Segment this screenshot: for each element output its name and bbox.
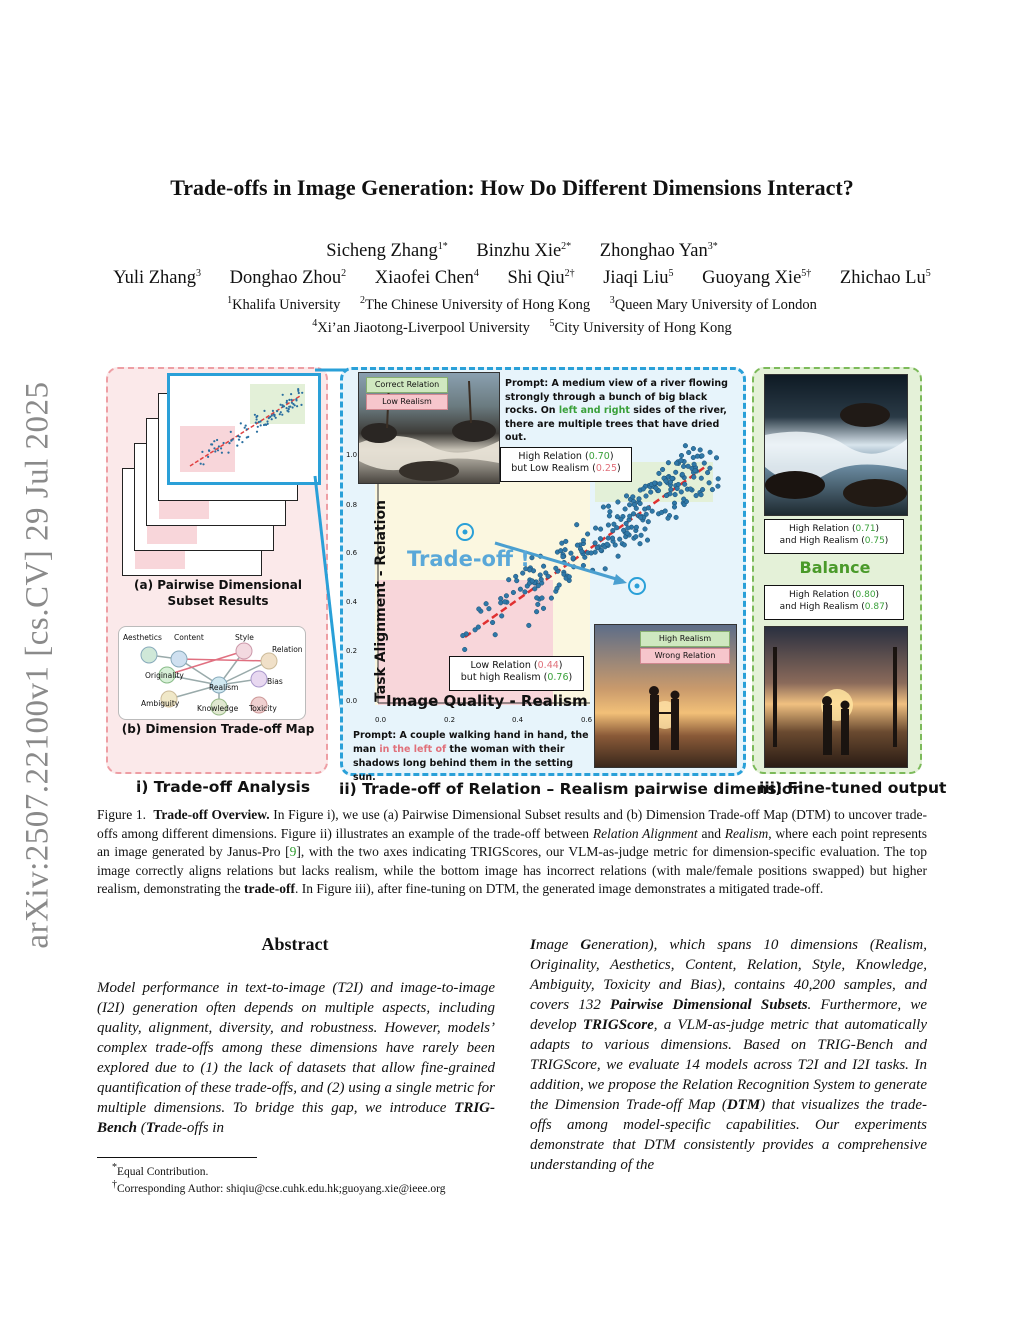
prompt-top: Prompt: A medium view of a river flowing strongly through a bunch of big black rocks. On left and right sides of the river, there are multiple trees that have dried out.	[505, 378, 728, 443]
scatter-point	[606, 523, 611, 528]
mini-scatter-point	[271, 418, 273, 420]
dtm-card	[118, 626, 306, 720]
scatter-point	[708, 450, 713, 455]
scatter-point	[541, 564, 546, 569]
scatter-point	[527, 623, 532, 628]
footnote-corresponding: †Corresponding Author: shiqiu@cse.cuhk.edu.hk;guoyang.xie@ieee.org	[112, 1179, 446, 1195]
arxiv-identifier: arXiv:2507.22100v1 [cs.CV] 29 Jul 2025	[19, 381, 56, 949]
scatter-point	[499, 614, 504, 619]
mini-scatter	[170, 376, 318, 482]
scatter-point	[664, 479, 669, 484]
scatter-point	[681, 497, 686, 502]
scatter-point	[484, 601, 489, 606]
scatter-point	[679, 458, 684, 463]
scatter-point	[554, 566, 559, 571]
author: Guoyang Xie$^{5\dagger}$	[702, 268, 812, 289]
scatter-point	[595, 545, 600, 550]
mini-scatter-point	[220, 447, 222, 449]
mini-scatter-point	[289, 406, 291, 408]
figure-caption: Figure 1. Trade-off Overview. In Figure i), we use (a) Pairwise Dimensional Subset results and (b) Dimension Trade-off Map (DTM) to uncover trade-offs among different dimensions. Figure ii) illustrates an example of the trade-off between Relation Alignment and Realism, where each point represents an image generated by Janus-Pro [9], with the two axes indicating TRIGScores, our VLM-as-judge metric for dimension-specific evaluation. The top image correctly aligns relations but lacks realism, while the bottom image has incorrect relations (with male/female positions swapped) but higher realism, demonstrating the trade-off. In Figure iii), after fine-tuning on DTM, the generated image demonstrates a mitigated trade-off.	[97, 807, 928, 897]
scatter-point	[607, 514, 612, 519]
mini-scatter-point	[276, 410, 278, 412]
mini-scatter-point	[230, 431, 232, 433]
mini-scatter-point	[213, 447, 215, 449]
x-axis-label: Image Quality - Realism	[386, 692, 588, 710]
dtm-node-label: Toxicity	[249, 704, 277, 713]
scatter-point	[598, 527, 603, 532]
mini-scatter-point	[286, 402, 288, 404]
mini-scatter-point	[256, 415, 258, 417]
author: Donghao Zhou$^2$	[229, 268, 347, 289]
affiliation: $^5$City University of Hong Kong	[549, 318, 732, 336]
mini-scatter-point	[210, 443, 212, 445]
callout-bottom: Low Relation (0.44) but high Realism (0.76)	[449, 656, 584, 691]
scatter-point	[639, 533, 644, 538]
scatter-point	[638, 515, 643, 520]
tradeoff-label: Trade-off !	[407, 547, 530, 571]
scatter-point	[536, 602, 541, 607]
scatter-point	[601, 505, 606, 510]
scatter-point	[702, 461, 707, 466]
x-tick: 0.2	[444, 716, 456, 724]
scatter-point	[643, 527, 648, 532]
mini-scatter-point	[200, 463, 202, 465]
scatter-point	[624, 494, 629, 499]
scatter-point	[504, 594, 509, 599]
mini-scatter-point	[280, 411, 282, 413]
mini-scatter-point	[207, 456, 209, 458]
scatter-point	[627, 503, 632, 508]
y-tick: 1.0	[346, 451, 358, 459]
scatter-point	[603, 567, 608, 572]
scatter-point	[520, 571, 525, 576]
tag-low-realism: Low Realism	[366, 394, 448, 410]
scatter-point	[546, 574, 551, 579]
scatter-point	[540, 596, 545, 601]
scatter-point	[637, 497, 642, 502]
scatter-point	[645, 538, 650, 543]
author: Zhichao Lu$^5$	[839, 268, 931, 289]
scatter-point	[611, 528, 616, 533]
scatter-point	[561, 554, 566, 559]
author: Sicheng Zhang$^{1*}$	[326, 241, 448, 262]
mini-scatter-point	[246, 428, 248, 430]
scatter-point	[487, 606, 492, 611]
dtm-node-label: Originality	[145, 671, 184, 680]
mini-scatter-point	[213, 440, 215, 442]
scatter-point	[699, 476, 704, 481]
scatter-point	[605, 542, 610, 547]
couple-fine-tuned-illustration	[765, 627, 907, 767]
scatter-point	[589, 551, 594, 556]
mini-scatter-point	[259, 420, 261, 422]
scatter-point	[606, 504, 611, 509]
abstract-left-column: Model performance in text-to-image (T2I) and image-to-image (I2I) generation often depends on multiple aspects, including quality, alignment, diversity, and robustness. However, models’ complex trade-offs among these dimensions have rarely been explored due to (1) the lack of datasets that allow fine-grained quantification of these trade-offs, and (2) using a single metric for multiple dimensions. To bridge this gap, we introduce TRIG-Bench (Trade-offs in	[97, 980, 495, 1136]
mini-scatter-point	[279, 413, 281, 415]
scatter-point	[700, 487, 705, 492]
scatter-point	[670, 476, 675, 481]
scatter-point	[612, 522, 617, 527]
scatter-point	[613, 543, 618, 548]
mini-scatter-point	[265, 424, 267, 426]
scatter-point	[682, 482, 687, 487]
scatter-point	[555, 586, 560, 591]
mini-scatter-point	[218, 445, 220, 447]
author: Yuli Zhang$^3$	[113, 268, 202, 289]
scatter-point	[680, 472, 685, 477]
scatter-point	[621, 528, 626, 533]
mini-scatter-point	[245, 425, 247, 427]
scatter-point	[490, 620, 495, 625]
scatter-point	[624, 521, 629, 526]
mini-scatter-point	[281, 414, 283, 416]
scatter-point	[716, 484, 721, 489]
scatter-point	[710, 487, 715, 492]
scatter-point	[534, 596, 539, 601]
mini-scatter-point	[208, 450, 210, 452]
couple-fine-tuned-image	[764, 626, 908, 768]
panel-ii-title: ii) Trade-off of Relation – Realism pairwise dimension	[339, 780, 804, 798]
mini-scatter-point	[239, 436, 241, 438]
scatter-point	[691, 446, 696, 451]
mini-scatter-point	[214, 450, 216, 452]
mini-scatter-point	[286, 407, 288, 409]
scatter-point	[498, 601, 503, 606]
scatter-point	[538, 573, 543, 578]
scatter-point	[674, 461, 679, 466]
mini-scatter-point	[282, 394, 284, 396]
scatter-point	[581, 563, 586, 568]
panel-iii-title: iii) Fine-tuned output	[759, 779, 947, 797]
scatter-point	[679, 453, 684, 458]
mini-scatter-point	[256, 431, 258, 433]
scatter-point	[698, 448, 703, 453]
tag-high-realism: High Realism	[640, 631, 730, 647]
scatter-point	[626, 526, 631, 531]
mini-scatter-point	[273, 413, 275, 415]
scatter-point	[688, 487, 693, 492]
scatter-point	[692, 475, 697, 480]
tag-correct-relation: Correct Relation	[366, 377, 448, 393]
scatter-point	[580, 549, 585, 554]
mini-scatter-point	[232, 438, 234, 440]
scatter-point	[514, 578, 519, 583]
subset-results-label: (a) Pairwise Dimensional Subset Results	[133, 578, 303, 608]
scatter-point	[536, 583, 541, 588]
scatter-point	[699, 492, 704, 497]
mini-scatter-point	[280, 404, 282, 406]
scatter-point	[539, 577, 544, 582]
scatter-point	[511, 590, 516, 595]
scatter-point	[616, 554, 621, 559]
scatter-point	[644, 494, 649, 499]
affiliation: $^2$The Chinese University of Hong Kong	[360, 295, 591, 313]
authors-row-1	[0, 241, 1024, 262]
mini-scatter-point	[238, 439, 240, 441]
author: Zhonghao Yan$^{3*}$	[599, 241, 718, 262]
scatter-point	[593, 541, 598, 546]
dtm-node-label: Ambiguity	[141, 699, 180, 708]
scatter-point	[571, 556, 576, 561]
scatter-point	[581, 538, 586, 543]
mini-scatter-point	[294, 404, 296, 406]
scatter-point	[700, 454, 705, 459]
scatter-point	[660, 467, 665, 472]
mini-scatter-point	[288, 399, 290, 401]
scatter-point	[705, 470, 710, 475]
scatter-point	[679, 490, 684, 495]
dtm-node-label: Knowledge	[197, 704, 239, 713]
scatter-point	[608, 509, 613, 514]
scatter-point	[666, 460, 671, 465]
mini-scatter-point	[236, 445, 238, 447]
scatter-point	[575, 543, 580, 548]
scatter-point	[652, 481, 657, 486]
mini-scatter-point	[256, 418, 258, 420]
waterfall-illustration	[765, 375, 907, 515]
footnote-rule	[97, 1157, 257, 1158]
citation-link[interactable]: 9	[289, 844, 297, 860]
scatter-point	[692, 462, 697, 467]
scatter-point	[534, 609, 539, 614]
scatter-point	[461, 633, 466, 638]
scatter-point	[708, 466, 713, 471]
scatter-point	[498, 596, 503, 601]
affiliation: $^1$Khalifa University	[227, 295, 341, 313]
scatter-point	[693, 468, 698, 473]
scatter-point	[549, 596, 554, 601]
mini-scatter-point	[260, 424, 262, 426]
mini-scatter-point	[254, 414, 256, 416]
author: Xiaofei Chen$^4$	[374, 268, 479, 289]
scatter-point	[518, 587, 523, 592]
mini-scatter-point	[228, 442, 230, 444]
author: Binzhu Xie$^{2*}$	[476, 241, 572, 262]
scatter-point	[663, 509, 668, 514]
mini-scatter-point	[291, 399, 293, 401]
paper-title: Trade-offs in Image Generation: How Do Different Dimensions Interact?	[170, 175, 854, 200]
scatter-point	[694, 493, 699, 498]
scatter-point	[714, 456, 719, 461]
affiliations-row-2	[0, 318, 1024, 337]
waterfall-image	[764, 374, 908, 516]
scatter-point	[673, 470, 678, 475]
author: Shi Qiu$^{2\dagger}$	[507, 268, 575, 289]
callout-top: High Relation (0.70) but Low Realism (0.25)	[500, 447, 632, 482]
y-tick: 0.2	[346, 647, 358, 655]
scatter-point	[619, 517, 624, 522]
y-tick: 0.8	[346, 501, 358, 509]
scatter-point	[610, 536, 615, 541]
mini-scatter-point	[296, 405, 298, 407]
tag-wrong-relation: Wrong Relation	[640, 648, 730, 664]
scatter-point	[530, 555, 535, 560]
mini-scatter-point	[275, 417, 277, 419]
scatter-point	[638, 541, 643, 546]
scatter-point	[462, 647, 467, 652]
scatter-point	[638, 501, 643, 506]
scatter-point	[632, 503, 637, 508]
scatter-point	[646, 506, 651, 511]
scatter-point	[585, 532, 590, 537]
scatter-point	[569, 551, 574, 556]
scatter-point	[513, 574, 518, 579]
author: Jiaqi Liu$^5$	[603, 268, 674, 289]
scatter-point	[686, 450, 691, 455]
mini-scatter-point	[266, 420, 268, 422]
scatter-point	[658, 482, 663, 487]
scatter-point	[707, 481, 712, 486]
dtm-node-label: Bias	[267, 677, 283, 686]
scatter-point	[641, 487, 646, 492]
scatter-point	[681, 464, 686, 469]
mini-scatter-point	[286, 410, 288, 412]
scatter-point	[634, 525, 639, 530]
panel-i-title: i) Trade-off Analysis	[136, 778, 311, 796]
scatter-point	[598, 536, 603, 541]
scatter-point	[623, 507, 628, 512]
scatter-point	[617, 537, 622, 542]
mini-scatter-point	[268, 417, 270, 419]
mini-scatter-point	[227, 452, 229, 454]
y-tick: 0.4	[346, 598, 358, 606]
mini-scatter-point	[292, 406, 294, 408]
mini-scatter-point	[223, 442, 225, 444]
scatter-point	[657, 471, 662, 476]
scatter-point	[616, 500, 621, 505]
scatter-point	[493, 632, 498, 637]
x-tick: 0.6	[581, 716, 593, 724]
dtm-node-label: Relation	[272, 645, 303, 654]
mini-scatter-point	[295, 398, 297, 400]
authors-row-2	[0, 268, 1024, 289]
scatter-point	[530, 579, 535, 584]
scatter-point	[673, 492, 678, 497]
mini-scatter-point	[216, 439, 218, 441]
prompt-bottom: Prompt: A couple walking hand in hand, the man in the left of the woman with their shadows long behind them in the setting sun.	[353, 730, 589, 783]
affiliations-row-1	[0, 295, 1024, 314]
scatter-point	[593, 526, 598, 531]
mini-scatter-point	[255, 422, 257, 424]
footnote-equal: *Equal Contribution.	[112, 1162, 209, 1178]
abstract-heading: Abstract	[261, 934, 329, 954]
balance-label: Balance	[799, 558, 871, 577]
highlighted-subset-card	[167, 373, 321, 485]
mini-scatter-point	[217, 449, 219, 451]
scatter-point	[560, 541, 565, 546]
scatter-point	[646, 519, 651, 524]
mini-scatter-point	[241, 441, 243, 443]
scatter-point	[672, 505, 677, 510]
scatter-point	[506, 577, 511, 582]
mini-scatter-point	[272, 410, 274, 412]
scatter-point	[669, 487, 674, 492]
scatter-point	[666, 516, 671, 521]
scatter-point	[631, 495, 636, 500]
mini-scatter-point	[247, 436, 249, 438]
scatter-point	[503, 600, 508, 605]
scatter-point	[648, 490, 653, 495]
mini-scatter-point	[283, 405, 285, 407]
scatter-point	[476, 625, 481, 630]
mini-scatter-point	[201, 451, 203, 453]
scatter-point	[622, 543, 627, 548]
scatter-point	[523, 590, 528, 595]
dtm-node-label: Content	[174, 633, 204, 642]
y-axis-label: Task Alignment - Relation	[373, 499, 389, 702]
scatter-point	[695, 454, 700, 459]
mini-scatter-point	[263, 410, 265, 412]
mini-scatter-point	[244, 427, 246, 429]
dtm-node-label: Style	[235, 633, 254, 642]
dtm-node-label: Aesthetics	[123, 633, 162, 642]
abstract-right-column: Image Generation), which spans 10 dimensions (Realism, Originality, Aesthetics, Content, Relation, Style, Knowledge, Ambiguity, Toxicity and Bias), contains 40,200 samples, and covers 132 Pairwise Dimensional Subsets. Furthermore, we develop TRIGScore, a VLM-as-judge metric that automatically adapts to various dimensions. Based on TRIG-Bench and TRIGScore, we evaluate 14 models across T2I and I2I tasks. In addition, we propose the Relation Recognition System to generate the Dimension Trade-off Map (DTM) that visualizes the trade-offs among model-specific capabilities. Our experiments demonstrate that DTM consistently provides a comprehensive understanding of the	[530, 937, 928, 1173]
scatter-point	[634, 534, 639, 539]
mini-scatter-point	[257, 426, 259, 428]
mini-scatter-point	[221, 452, 223, 454]
y-tick: 0.6	[346, 549, 358, 557]
scatter-point	[674, 515, 679, 520]
scatter-point	[567, 575, 572, 580]
scatter-point	[654, 486, 659, 491]
mini-scatter-point	[291, 402, 293, 404]
dtm-node-label: Realism	[209, 683, 239, 692]
dtm-label: (b) Dimension Trade-off Map	[121, 722, 315, 736]
scatter-point	[563, 547, 568, 552]
scatter-point	[664, 493, 669, 498]
scatter-point	[477, 607, 482, 612]
scatter-point	[574, 522, 579, 527]
affiliation: $^4$Xi’an Jiaotong-Liverpool University	[312, 318, 530, 336]
y-tick: 0.0	[346, 697, 358, 705]
x-tick: 0.4	[512, 716, 524, 724]
scatter-point	[606, 536, 611, 541]
scatter-point	[541, 606, 546, 611]
mini-scatter-point	[240, 422, 242, 424]
scatter-point	[650, 509, 655, 514]
x-tick: 0.0	[375, 716, 387, 724]
mini-scatter-point	[290, 393, 292, 395]
scatter-point	[631, 512, 636, 517]
callout-fine-tuned-1: High Relation (0.71) and High Realism (0.75)	[764, 519, 904, 554]
scatter-point	[676, 482, 681, 487]
callout-fine-tuned-2: High Relation (0.80) and High Realism (0.87)	[764, 585, 904, 620]
mini-scatter-point	[202, 463, 204, 465]
scatter-point	[716, 477, 721, 482]
affiliation: $^3$Queen Mary University of London	[609, 295, 817, 313]
